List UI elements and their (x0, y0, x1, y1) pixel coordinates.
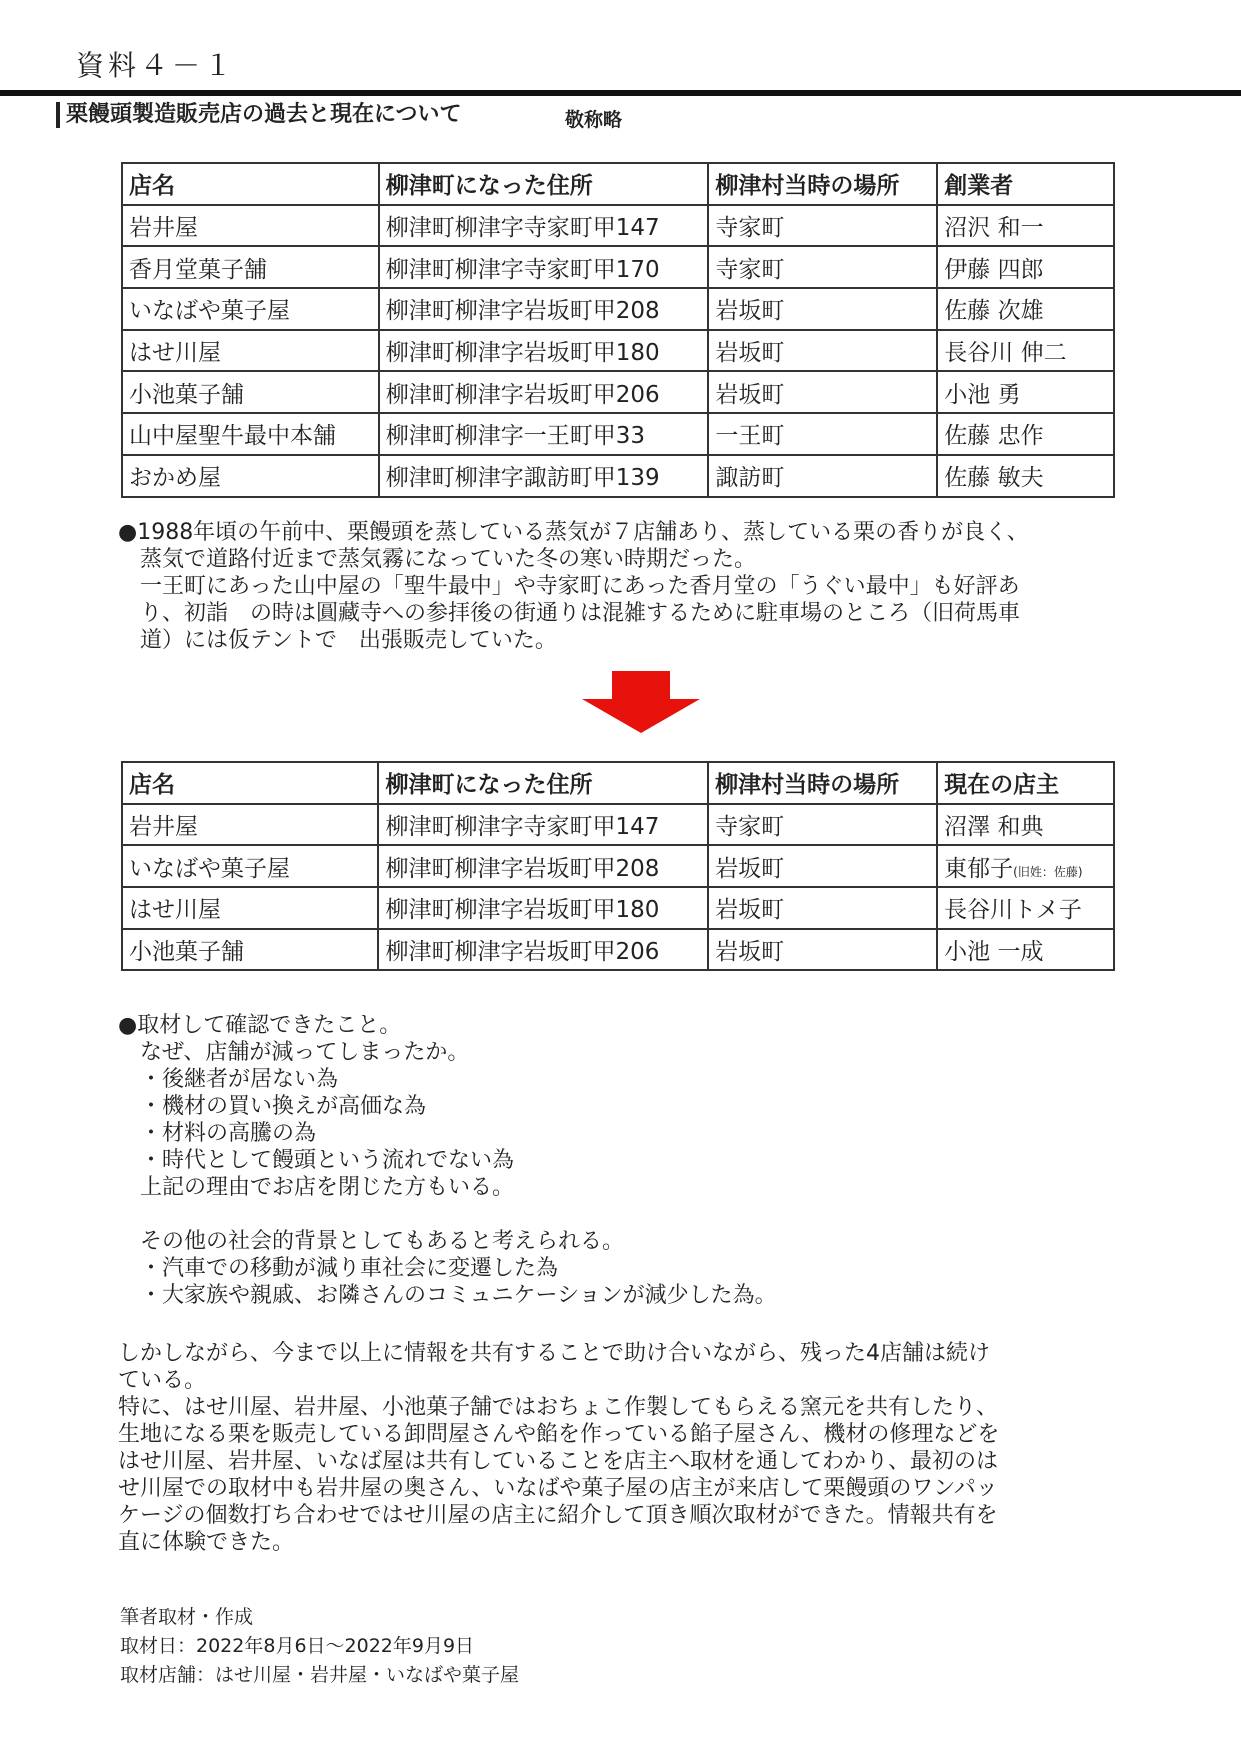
past-description: ●1988年頃の午前中、栗饅頭を蒸している蒸気が７店舗あり、蒸している栗の香りが良く、 蒸気で道路付近まで蒸気霧になっていた冬の寒い時期だった。 一王町にあった山中屋の「聖牛最中」や寺家町にあった香月堂の「うぐい最中」も好評あ り、初詣 の時は圓藏寺への参拝後の街通りは混雑するために駐車場のところ（旧荷馬車 道）には仮テントで 出張販売していた。 (118, 520, 1029, 653)
column-header: 店名 (122, 762, 378, 804)
table-cell (122, 371, 379, 413)
column-header: 現在の店主 (937, 762, 1114, 804)
cell-text: 香月堂菓子舗 (129, 256, 267, 283)
table-row (122, 887, 1114, 929)
table-cell (122, 804, 378, 846)
column-header: 柳津町になった住所 (379, 163, 709, 205)
table-cell (937, 371, 1114, 413)
table-row (122, 288, 1114, 330)
cell-text: 佐藤 次雄 (944, 298, 1044, 325)
table-cell (708, 804, 937, 846)
cell-text: 岩井屋 (129, 814, 198, 841)
table-cell (122, 887, 378, 929)
cell-text: 佐藤 敏夫 (944, 465, 1044, 492)
cell-text: 岩坂町 (715, 340, 785, 367)
past-shops-table (121, 162, 1115, 498)
cell-text: 寺家町 (715, 215, 785, 242)
table-cell (378, 845, 708, 887)
table-row (122, 413, 1114, 455)
table-cell (379, 288, 709, 330)
cell-text: 小池 一成 (944, 939, 1044, 966)
cell-text: 長谷川 伸二 (944, 340, 1067, 367)
table-cell (708, 330, 937, 372)
table-row (122, 929, 1114, 971)
footer-shops: 取材店舗：はせ川屋・岩井屋・いなばや菓子屋 (120, 1664, 520, 1686)
down-arrow-icon (582, 671, 700, 733)
table-cell (379, 246, 709, 288)
table-cell (708, 288, 937, 330)
column-header: 創業者 (937, 163, 1114, 205)
cell-text: 小池 勇 (944, 381, 1021, 408)
interview-findings: ●取材して確認できたこと。 なぜ、店舗が減ってしまったか。 ・後継者が居ない為 ・機材の買い換えが高価な為 ・材料の高騰の為 ・時代として饅頭という流れでない為 上記の理由でお店を閉じた方もいる。 その他の社会的背景としてもあると考えられる。 ・汽車での移動が減り車社会に変遷した為 ・大家族や親戚、お隣さんのコミュニケーションが減少した為。 (118, 1013, 777, 1308)
cell-text: 柳津町柳津字岩坂町甲206 (385, 939, 660, 966)
conclusion-text: しかしながら、今まで以上に情報を共有することで助け合いながら、残った4店舗は続け ている。 特に、はせ川屋、岩井屋、小池菓子舗ではおちょこ作製してもらえる窯元を共有したり、 生地になる栗を販売している卸問屋さんや餡を作っている餡子屋さん、機材の修理などを はせ川屋、岩井屋、いなば屋は共有していることを店主へ取材を通してわかり、最初のは せ川屋での取材中も岩井屋の奥さん、いなばや菓子屋の店主が来店して栗饅頭のワンパッ ケージの個数打ち合わせではせ川屋の店主に紹介して頂き順次取材ができた。情報共有を 直に体験できた。 (118, 1341, 1000, 1555)
column-header: 店名 (122, 163, 379, 205)
cell-text: 柳津町柳津字岩坂町甲206 (385, 381, 660, 408)
cell-text: 小池菓子舗 (129, 939, 244, 966)
cell-text: 沼澤 和典 (944, 814, 1044, 841)
table-row (122, 371, 1114, 413)
cell-text: 東郁子 (944, 855, 1014, 882)
table-cell (122, 455, 379, 497)
table-row (122, 246, 1114, 288)
table-cell (379, 205, 709, 247)
cell-text: いなばや菓子屋 (129, 298, 290, 325)
table-cell (122, 205, 379, 247)
table-header-row (122, 163, 1114, 205)
cell-text: 沼沢 和一 (944, 215, 1044, 242)
table-cell (378, 804, 708, 846)
table-cell (122, 845, 378, 887)
table-cell (937, 804, 1114, 846)
table-cell (708, 845, 937, 887)
table-cell (379, 455, 709, 497)
table-cell (378, 929, 708, 971)
table-cell (122, 246, 379, 288)
table-cell (379, 371, 709, 413)
cell-text: 岩坂町 (715, 298, 785, 325)
table-cell (122, 288, 379, 330)
cell-text: 柳津町柳津字岩坂町甲208 (385, 855, 660, 882)
cell-text: 岩坂町 (715, 855, 785, 882)
column-header: 柳津町になった住所 (378, 762, 708, 804)
cell-text: 一王町 (715, 423, 785, 450)
table-cell (937, 845, 1114, 887)
table-row (122, 845, 1114, 887)
cell-text: はせ川屋 (129, 340, 221, 367)
table-cell (937, 330, 1114, 372)
cell-text: おかめ屋 (129, 465, 221, 492)
honorific-note: 敬称略 (565, 109, 623, 131)
table-cell (708, 455, 937, 497)
column-header: 柳津村当時の場所 (708, 762, 937, 804)
table-cell (937, 929, 1114, 971)
maiden-name-note: (旧姓：佐藤) (1013, 864, 1083, 879)
cell-text: 柳津町柳津字寺家町甲170 (385, 256, 660, 283)
table-cell (937, 205, 1114, 247)
table-cell (379, 330, 709, 372)
cell-text: 柳津町柳津字一王町甲33 (385, 423, 645, 450)
table-row (122, 330, 1114, 372)
cell-text: 伊藤 四郎 (944, 256, 1044, 283)
cell-text: 柳津町柳津字諏訪町甲139 (385, 465, 660, 492)
cell-text: 岩坂町 (715, 897, 785, 924)
header-rule (0, 90, 1241, 96)
table-cell (937, 413, 1114, 455)
table-cell (122, 330, 379, 372)
table-cell (708, 413, 937, 455)
table-row (122, 455, 1114, 497)
table-cell (708, 371, 937, 413)
table-cell (937, 455, 1114, 497)
table-cell (379, 413, 709, 455)
table-header-row (122, 762, 1114, 804)
table-cell (122, 929, 378, 971)
cell-text: 柳津町柳津字岩坂町甲180 (385, 897, 660, 924)
present-shops-table (121, 761, 1115, 971)
table-cell (122, 413, 379, 455)
cell-text: 岩坂町 (715, 381, 785, 408)
footer-author: 筆者取材・作成 (120, 1606, 254, 1628)
cell-text: 岩井屋 (129, 215, 198, 242)
cell-text: 寺家町 (715, 256, 785, 283)
column-header: 柳津村当時の場所 (708, 163, 937, 205)
table-cell (708, 929, 937, 971)
footer-dates: 取材日：2022年8月6日～2022年9月9日 (120, 1635, 475, 1657)
cell-text: 諏訪町 (715, 465, 785, 492)
document-id: 資料４－１ (76, 49, 237, 82)
cell-text: 小池菓子舗 (129, 381, 244, 408)
table-cell (708, 205, 937, 247)
cell-text: 岩坂町 (715, 939, 785, 966)
table-cell (937, 246, 1114, 288)
table-row (122, 205, 1114, 247)
table-cell (937, 288, 1114, 330)
cell-text: 長谷川トメ子 (944, 897, 1082, 924)
cell-text: はせ川屋 (129, 897, 221, 924)
table-cell (378, 887, 708, 929)
table-cell (937, 887, 1114, 929)
cell-text: 柳津町柳津字岩坂町甲208 (385, 298, 660, 325)
cell-text: 柳津町柳津字寺家町甲147 (385, 215, 660, 242)
page-title: 栗饅頭製造販売店の過去と現在について (56, 102, 462, 128)
cell-text: 柳津町柳津字岩坂町甲180 (385, 340, 660, 367)
cell-text: いなばや菓子屋 (129, 855, 290, 882)
cell-text: 柳津町柳津字寺家町甲147 (385, 814, 660, 841)
table-row (122, 804, 1114, 846)
cell-text: 寺家町 (715, 814, 785, 841)
cell-text: 山中屋聖牛最中本舗 (129, 423, 336, 450)
cell-text: 佐藤 忠作 (944, 423, 1044, 450)
table-cell (708, 887, 937, 929)
table-cell (708, 246, 937, 288)
